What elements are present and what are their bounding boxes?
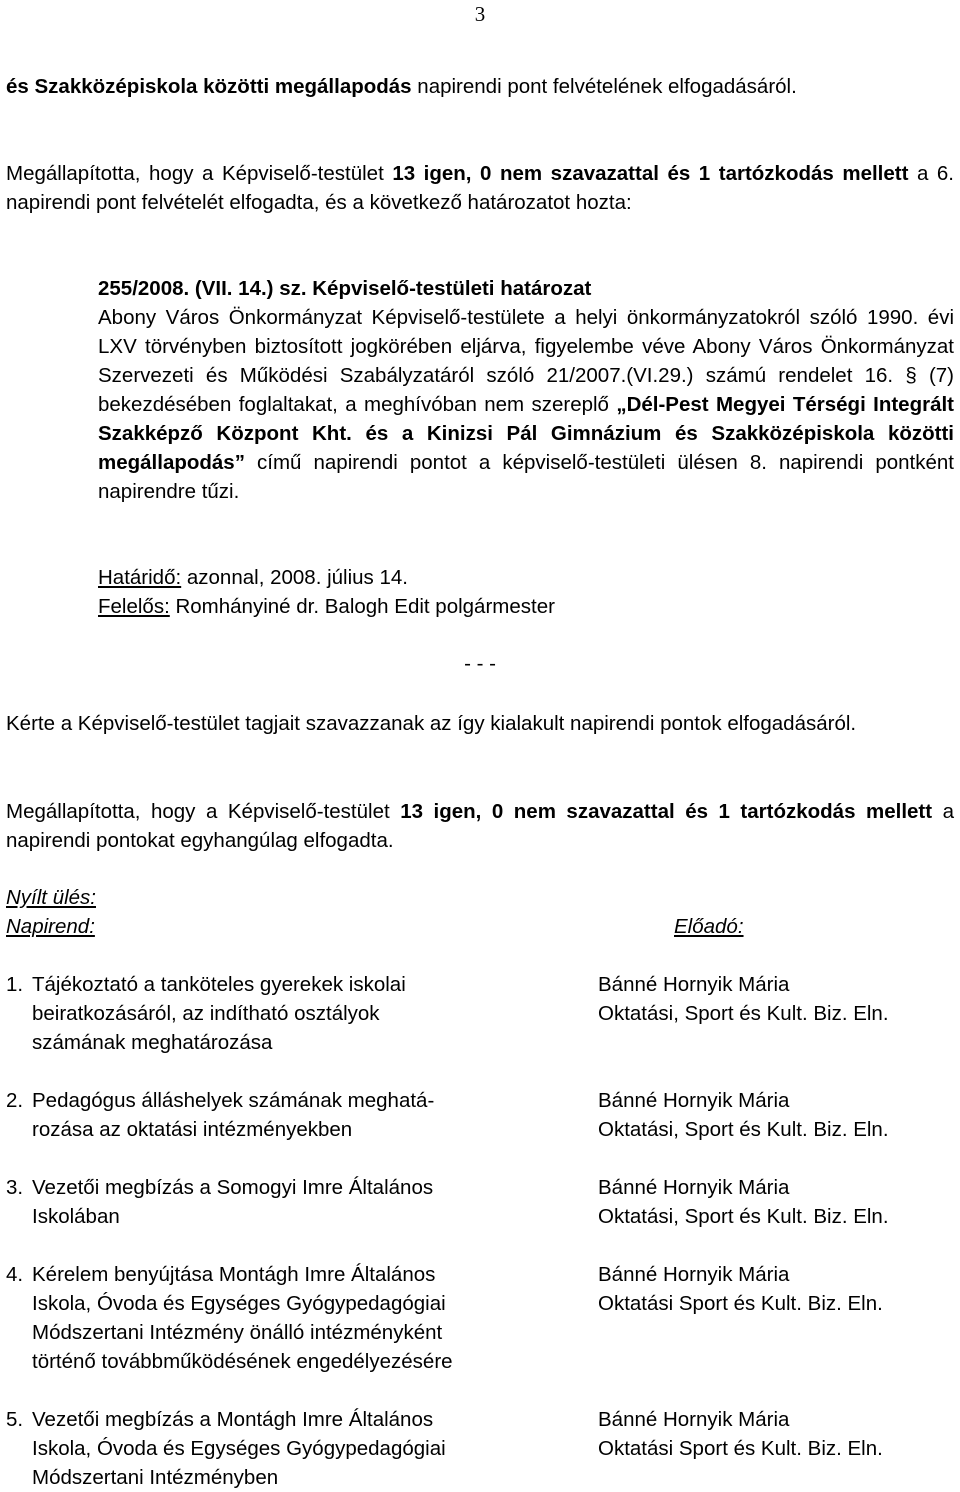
resolution-bold-subject: „Dél-Pest Megyei Térségi Integrált Szakképző Központ Kht. és a Kinizsi Pál Gimnázium és Szakközépiskola közötti megállapodás” [98, 393, 955, 474]
agenda-item-title-line: Kérelem benyújtása Montágh Imre Általános [32, 1263, 436, 1286]
resolution-block [98, 274, 954, 506]
agenda-item-presenter-line: Bánné Hornyik Mária [598, 1176, 790, 1199]
open-session-heading [6, 883, 96, 912]
agenda-item-title-line: történő továbbműködésének engedélyezésére [32, 1350, 453, 1373]
open-session-label: Nyílt ülés: [6, 886, 96, 909]
agenda-item-title [32, 1086, 572, 1144]
section-separator: - - - [464, 652, 496, 675]
agenda-item-number: 4. [6, 1263, 24, 1286]
agenda-item-presenter [598, 1405, 958, 1463]
paragraph-text: Megállapította, hogy a Képviselő-testület [6, 162, 393, 185]
vote-count: 13 igen, 0 nem szavazattal és 1 tartózkodás mellett [392, 162, 909, 185]
responsible-label: Felelős: [98, 595, 170, 618]
agenda-item-title-line: Pedagógus álláshelyek számának meghatá- [32, 1089, 435, 1112]
paragraph-text: a napirendi pontokat egyhangúlag elfogadta. [6, 800, 954, 852]
agenda-item-presenter-line: Oktatási Sport és Kult. Biz. Eln. [598, 1292, 883, 1315]
agenda-item-title-line: Módszertani Intézmény önálló intézményként [32, 1321, 443, 1344]
resolution-title: 255/2008. (VII. 14.) sz. Képviselő-testületi határozat [98, 277, 592, 300]
agenda-item-title-line: Tájékoztató a tanköteles gyerekek iskolai [32, 973, 406, 996]
responsible-value: Romhányiné dr. Balogh Edit polgármester [169, 595, 555, 618]
agenda-item-number: 2. [6, 1089, 24, 1112]
agenda-item-presenter-line: Oktatási, Sport és Kult. Biz. Eln. [598, 1118, 889, 1141]
resolution-deadline [98, 563, 954, 592]
agenda-item-presenter [598, 1260, 958, 1318]
paragraph-text: Megállapította, hogy a Képviselő-testület [6, 800, 401, 823]
agenda-item-title [32, 970, 572, 1057]
paragraph-agenda-addition [6, 72, 954, 101]
agenda-item-presenter-line: Oktatási, Sport és Kult. Biz. Eln. [598, 1205, 889, 1228]
agenda-item-presenter-line: Oktatási, Sport és Kult. Biz. Eln. [598, 1002, 889, 1025]
agenda-item-title-line: Iskolában [32, 1205, 120, 1228]
agenda-item-title-line: Iskola, Óvoda és Egységes Gyógypedagógiai [32, 1292, 446, 1315]
deadline-label: Határidő: [98, 566, 182, 589]
agenda-item-presenter [598, 1173, 958, 1231]
agenda-item-presenter-line: Bánné Hornyik Mária [598, 1408, 790, 1431]
agenda-item-title-line: rozása az oktatási intézményekben [32, 1118, 353, 1141]
agenda-item-title-line: számának meghatározása [32, 1031, 273, 1054]
paragraph-vote-result-2 [6, 797, 954, 855]
agenda-item-title-line: Vezetői megbízás a Somogyi Imre Általános [32, 1176, 434, 1199]
agenda-item-number: 3. [6, 1176, 24, 1199]
vote-count: 13 igen, 0 nem szavazattal és 1 tartózkodás mellett [400, 800, 933, 823]
paragraph-text: a 6. napirendi pont felvételét elfogadta, és a következő határozatot hozta: [6, 162, 955, 214]
resolution-text-end: című napirendi pontot a képviselő-testületi ülésen 8. napirendi pontként napirendre tűzi. [98, 451, 954, 503]
agenda-item-title-line: Iskola, Óvoda és Egységes Gyógypedagógiai [32, 1437, 446, 1460]
paragraph-text: napirendi pont felvételének elfogadásáról. [411, 75, 797, 98]
agenda-heading [6, 912, 95, 941]
resolution-text: Abony Város Önkormányzat Képviselő-testülete a helyi önkormányzatokról szóló 1990. évi LXV törvényben biztosított jogkörében eljárva, figyelembe véve Abony Város Önkormányzat Szervezeti és Működési Szabályzatáról szóló 21/2007.(VI.29.) számú rendelet 16. § (7) bekezdésében foglaltakat, a meghívóban nem szereplő [98, 306, 954, 416]
agenda-item-number: 5. [6, 1408, 24, 1431]
agenda-item-presenter-line: Bánné Hornyik Mária [598, 973, 790, 996]
resolution-responsible [98, 592, 954, 621]
presenter-heading [674, 912, 744, 941]
presenter-label: Előadó: [674, 915, 744, 938]
agenda-label: Napirend: [6, 915, 95, 938]
agenda-item-number: 1. [6, 973, 24, 996]
agenda-item-presenter-line: Bánné Hornyik Mária [598, 1089, 790, 1112]
agenda-item-title [32, 1260, 572, 1376]
agenda-item-title-line: Módszertani Intézményben [32, 1466, 279, 1489]
paragraph-vote-request: Kérte a Képviselő-testület tagjait szavazzanak az így kialakult napirendi pontok elfogadásáról. [6, 712, 857, 735]
agenda-item-title-line: Vezetői megbízás a Montágh Imre Általános [32, 1408, 434, 1431]
agenda-item-title [32, 1405, 572, 1492]
deadline-value: azonnal, 2008. július 14. [181, 566, 408, 589]
bold-phrase: és Szakközépiskola közötti megállapodás [6, 75, 412, 98]
agenda-item-title-line: beiratkozásáról, az indítható osztályok [32, 1002, 380, 1025]
agenda-item-presenter [598, 970, 958, 1028]
agenda-item-presenter-line: Bánné Hornyik Mária [598, 1263, 790, 1286]
agenda-item-presenter-line: Oktatási Sport és Kult. Biz. Eln. [598, 1437, 883, 1460]
agenda-item-title [32, 1173, 572, 1231]
agenda-item-presenter [598, 1086, 958, 1144]
paragraph-vote-result [6, 159, 954, 217]
page-number: 3 [474, 2, 486, 26]
